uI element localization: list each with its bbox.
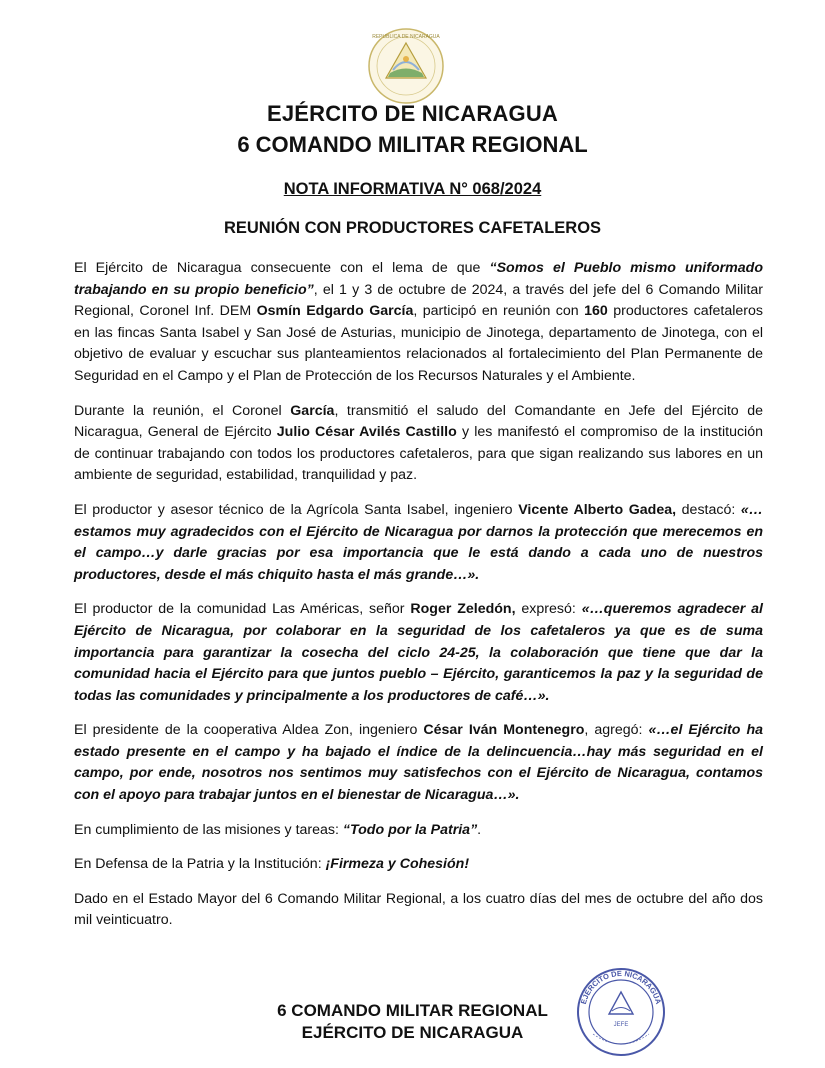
text: En Defensa de la Patria y la Institución: (74, 856, 326, 873)
document-subject: REUNIÓN CON PRODUCTORES CAFETALEROS (223, 219, 602, 237)
person-name: César Iván Montenegro (423, 722, 585, 739)
text: . (477, 821, 482, 838)
text: El productor y asesor técnico de la Agrícola Santa Isabel, ingeniero (74, 501, 519, 518)
text: , participó en reunión con (413, 303, 585, 320)
producer-count: 160 (584, 303, 608, 320)
nota-label: NOTA INFORMATIVA N° 068/2024 (283, 180, 542, 198)
nota-informativa-number (0, 180, 825, 199)
paragraph-quote-gadea (74, 500, 763, 586)
text: destacó: (676, 501, 741, 518)
text: y les manifestó el compromiso de la institución de continuar trabajando con todos los productores cafetaleros, para que sigan realizando sus labores en un ambiente de seguridad, estabilidad, tranquilidad y paz. (74, 424, 763, 484)
text: productores cafetaleros en las fincas Santa Isabel y San José de Asturias, municipio de Jinotega, departamento de Jinotega, con el objetivo de evaluar y escuchar sus planteamientos relacionados al fortalecimiento del Plan Permanente de Seguridad en el Campo y el Plan de Protección de los Recursos Naturales y el Ambiente. (74, 303, 763, 384)
paragraph-defense (74, 854, 763, 876)
svg-text:EJÉRCITO DE NICARAGUA: EJÉRCITO DE NICARAGUA (578, 968, 664, 1006)
text: El presidente de la cooperativa Aldea Zon, ingeniero (74, 722, 424, 739)
person-name: García (290, 402, 335, 419)
text: El Ejército de Nicaragua consecuente con el lema de que (74, 260, 490, 276)
paragraph-dated (74, 889, 763, 932)
text: expresó: (515, 601, 582, 618)
text: , transmitió el saludo del Comandante en Jefe del Ejército de Nicaragua, General de Ejército (74, 402, 763, 441)
text: , el 1 y 3 de octubre de 2024, a través del jefe del 6 Comando Militar Regional, Coronel Inf. DEM (74, 281, 763, 320)
document-body (74, 258, 763, 945)
motto-quote: ¡Firmeza y Cohesión! (325, 856, 470, 873)
testimony-quote: «…el Ejército ha estado presente en el campo y ha bajado el índice de la delincuencia…hay más seguridad en el campo, por ende, nosotros nos sentimos muy satisfechos con el Ejército de Nicaragua, contamos con el apoyo para trabajar juntos en el bienestar de Nicaragua…». (74, 722, 764, 804)
person-name: Roger Zeledón, (410, 601, 516, 618)
text: En cumplimiento de las misiones y tareas: (74, 821, 343, 838)
paragraph-meeting (74, 401, 763, 487)
nicaragua-coat-of-arms-icon (366, 26, 446, 106)
official-stamp-icon (575, 966, 667, 1058)
header-title-command: 6 COMANDO MILITAR REGIONAL (237, 132, 588, 157)
stamp-center-text: JEFE (613, 1022, 629, 1028)
paragraph-intro (74, 258, 763, 388)
paragraph-mission (74, 820, 763, 842)
testimony-quote: «…queremos agradecer al Ejército de Nicaragua, por colaborar en la seguridad de los cafetaleros ya que es de suma importancia para garantizar la cosecha del ciclo 24-25, la colaboración que tiene que dar la comunidad hacia el Ejército para que juntos pueblo – Ejército, garanticemos la paz y la seguridad de todas las comunidades y principalmente a los productores de café…». (74, 601, 763, 704)
motto-quote: “Todo por la Patria” (342, 821, 478, 838)
text: El productor de la comunidad Las Américas, señor (74, 601, 411, 618)
text: Dado en el Estado Mayor del 6 Comando Militar Regional, a los cuatro días del mes de octubre del año dos mil veinticuatro. (74, 890, 763, 929)
header-title-army: EJÉRCITO DE NICARAGUA (266, 101, 559, 126)
person-name: Vicente Alberto Gadea, (518, 501, 677, 518)
text: Durante la reunión, el Coronel (74, 402, 291, 419)
person-name: Julio César Avilés Castillo (276, 424, 457, 441)
paragraph-quote-montenegro (74, 720, 763, 806)
paragraph-quote-zeledon (74, 599, 763, 707)
footer-army: EJÉRCITO DE NICARAGUA (301, 1023, 524, 1042)
text: , agregó: (584, 722, 649, 739)
footer-command: 6 COMANDO MILITAR REGIONAL (277, 1001, 548, 1020)
svg-text:REPUBLICA DE NICARAGUA: REPUBLICA DE NICARAGUA (372, 34, 440, 40)
person-name: Osmín Edgardo García (256, 303, 414, 320)
motto-quote: “Somos el Pueblo mismo uniformado trabajando en su propio beneficio” (74, 260, 763, 298)
testimony-quote: «…estamos muy agradecidos con el Ejército de Nicaragua por darnos la protección que merecemos en el campo…y darle gracias por esa importancia que le está dando a cada uno de nuestros productores, desde el más chiquito hasta el más grande…». (74, 501, 763, 583)
